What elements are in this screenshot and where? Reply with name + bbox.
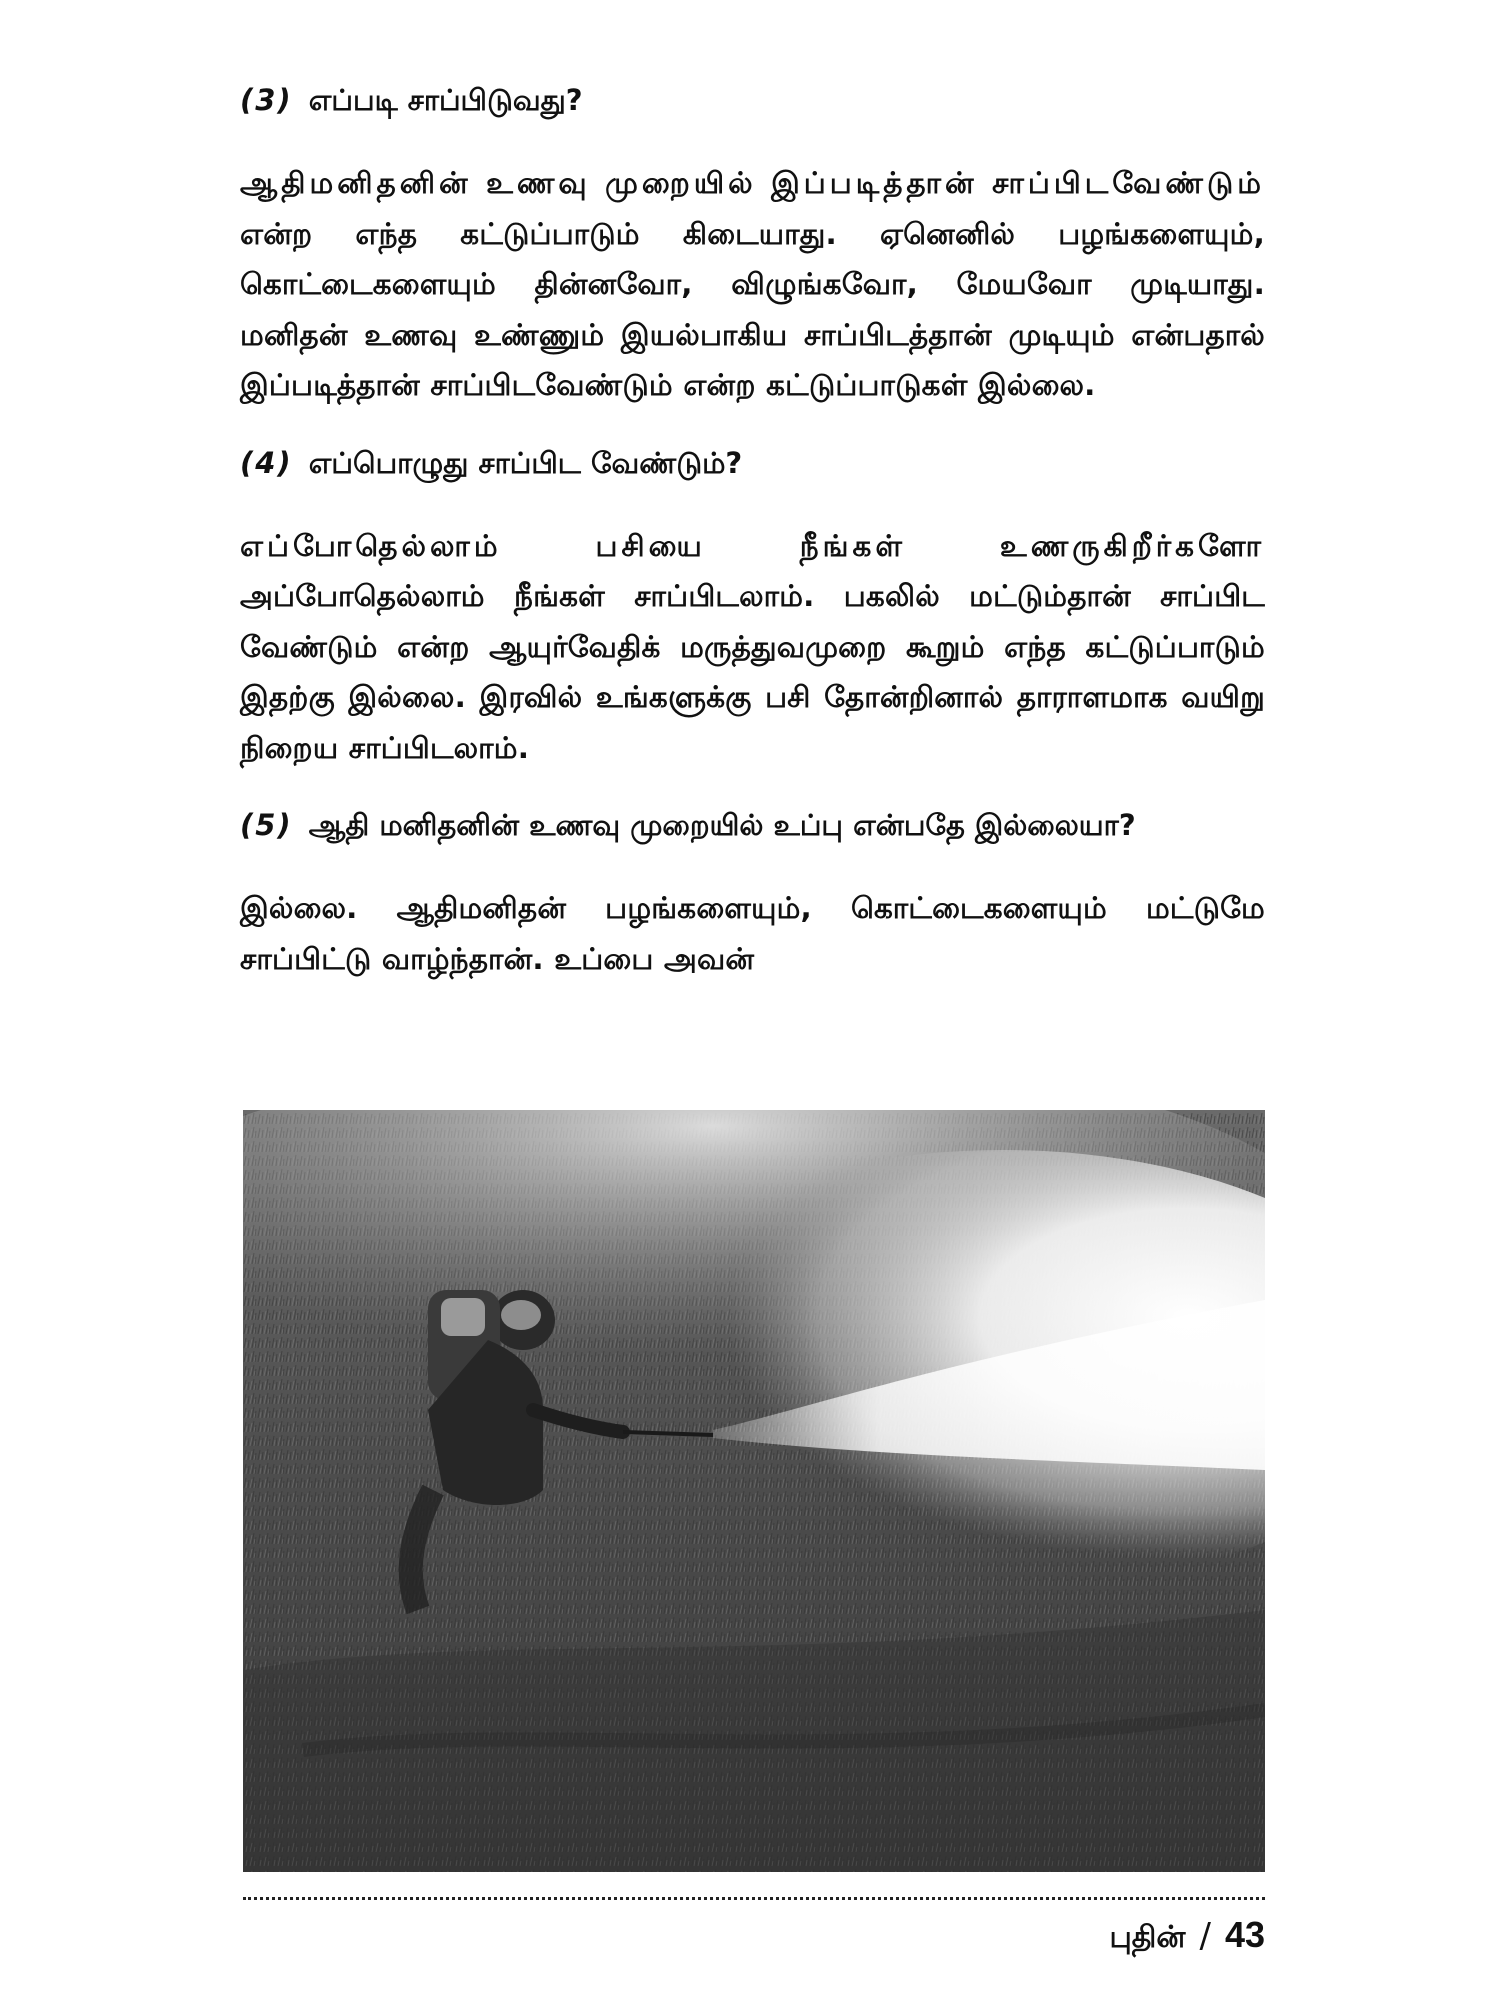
section-5-number: (5) — [240, 808, 293, 842]
section-3-heading — [240, 78, 1265, 122]
section-5-answer: இல்லை. ஆதிமனிதன் பழங்களையும், கொட்டைகளையும் மட்டுமே சாப்பிட்டு வாழ்ந்தான். உப்பை அவன் — [240, 891, 1265, 976]
section-3-answer: ஆதிமனிதனின் உணவு முறையில் இப்படித்தான் சாப்பிடவேண்டும் என்ற எந்த கட்டுப்பாடும் கிடையாது. ஏனெனில் பழங்களையும், கொட்டைகளையும் தின்னவோ, விழுங்கவோ, மேயவோ முடியாது. மனிதன் உணவு உண்ணும் இயல்பாகிய சாப்பிடத்தான் முடியும் என்பதால் இப்படித்தான் சாப்பிடவேண்டும் என்ற கட்டுப்பாடுகள் இல்லை. — [240, 166, 1265, 402]
text-column — [240, 78, 1265, 1014]
footer-divider — [243, 1897, 1265, 1900]
section-3-number: (3) — [240, 83, 293, 117]
page-footer — [1109, 1914, 1265, 1959]
pesticide-spraying-photo — [243, 1110, 1265, 1872]
section-4-heading — [240, 441, 1265, 485]
section-3-question: எப்படி சாப்பிடுவது? — [308, 83, 583, 117]
section-4-answer: எப்போதெல்லாம் பசியை நீங்கள் உணருகிறீர்களோ அப்போதெல்லாம் நீங்கள் சாப்பிடலாம். பகலில் மட்டும்தான் சாப்பிட வேண்டும் என்ற ஆயுர்வேதிக் மருத்துவமுறை கூறும் எந்த கட்டுப்பாடும் இதற்கு இல்லை. இரவில் உங்களுக்கு பசி தோன்றினால் தாராளமாக வயிறு நிறைய சாப்பிடலாம். — [240, 528, 1265, 765]
section-4-number: (4) — [240, 445, 293, 480]
book-title: புதின் — [1109, 1920, 1186, 1955]
photo-illustration — [243, 1110, 1265, 1872]
section-4-question: எப்பொழுது சாப்பிட வேண்டும்? — [308, 445, 743, 480]
footer-separator: / — [1199, 1916, 1211, 1956]
section-5-question: ஆதி மனிதனின் உணவு முறையில் உப்பு என்பதே இல்லையா? — [308, 808, 1136, 842]
page-number: 43 — [1224, 1914, 1265, 1955]
section-5-heading — [240, 803, 1265, 847]
